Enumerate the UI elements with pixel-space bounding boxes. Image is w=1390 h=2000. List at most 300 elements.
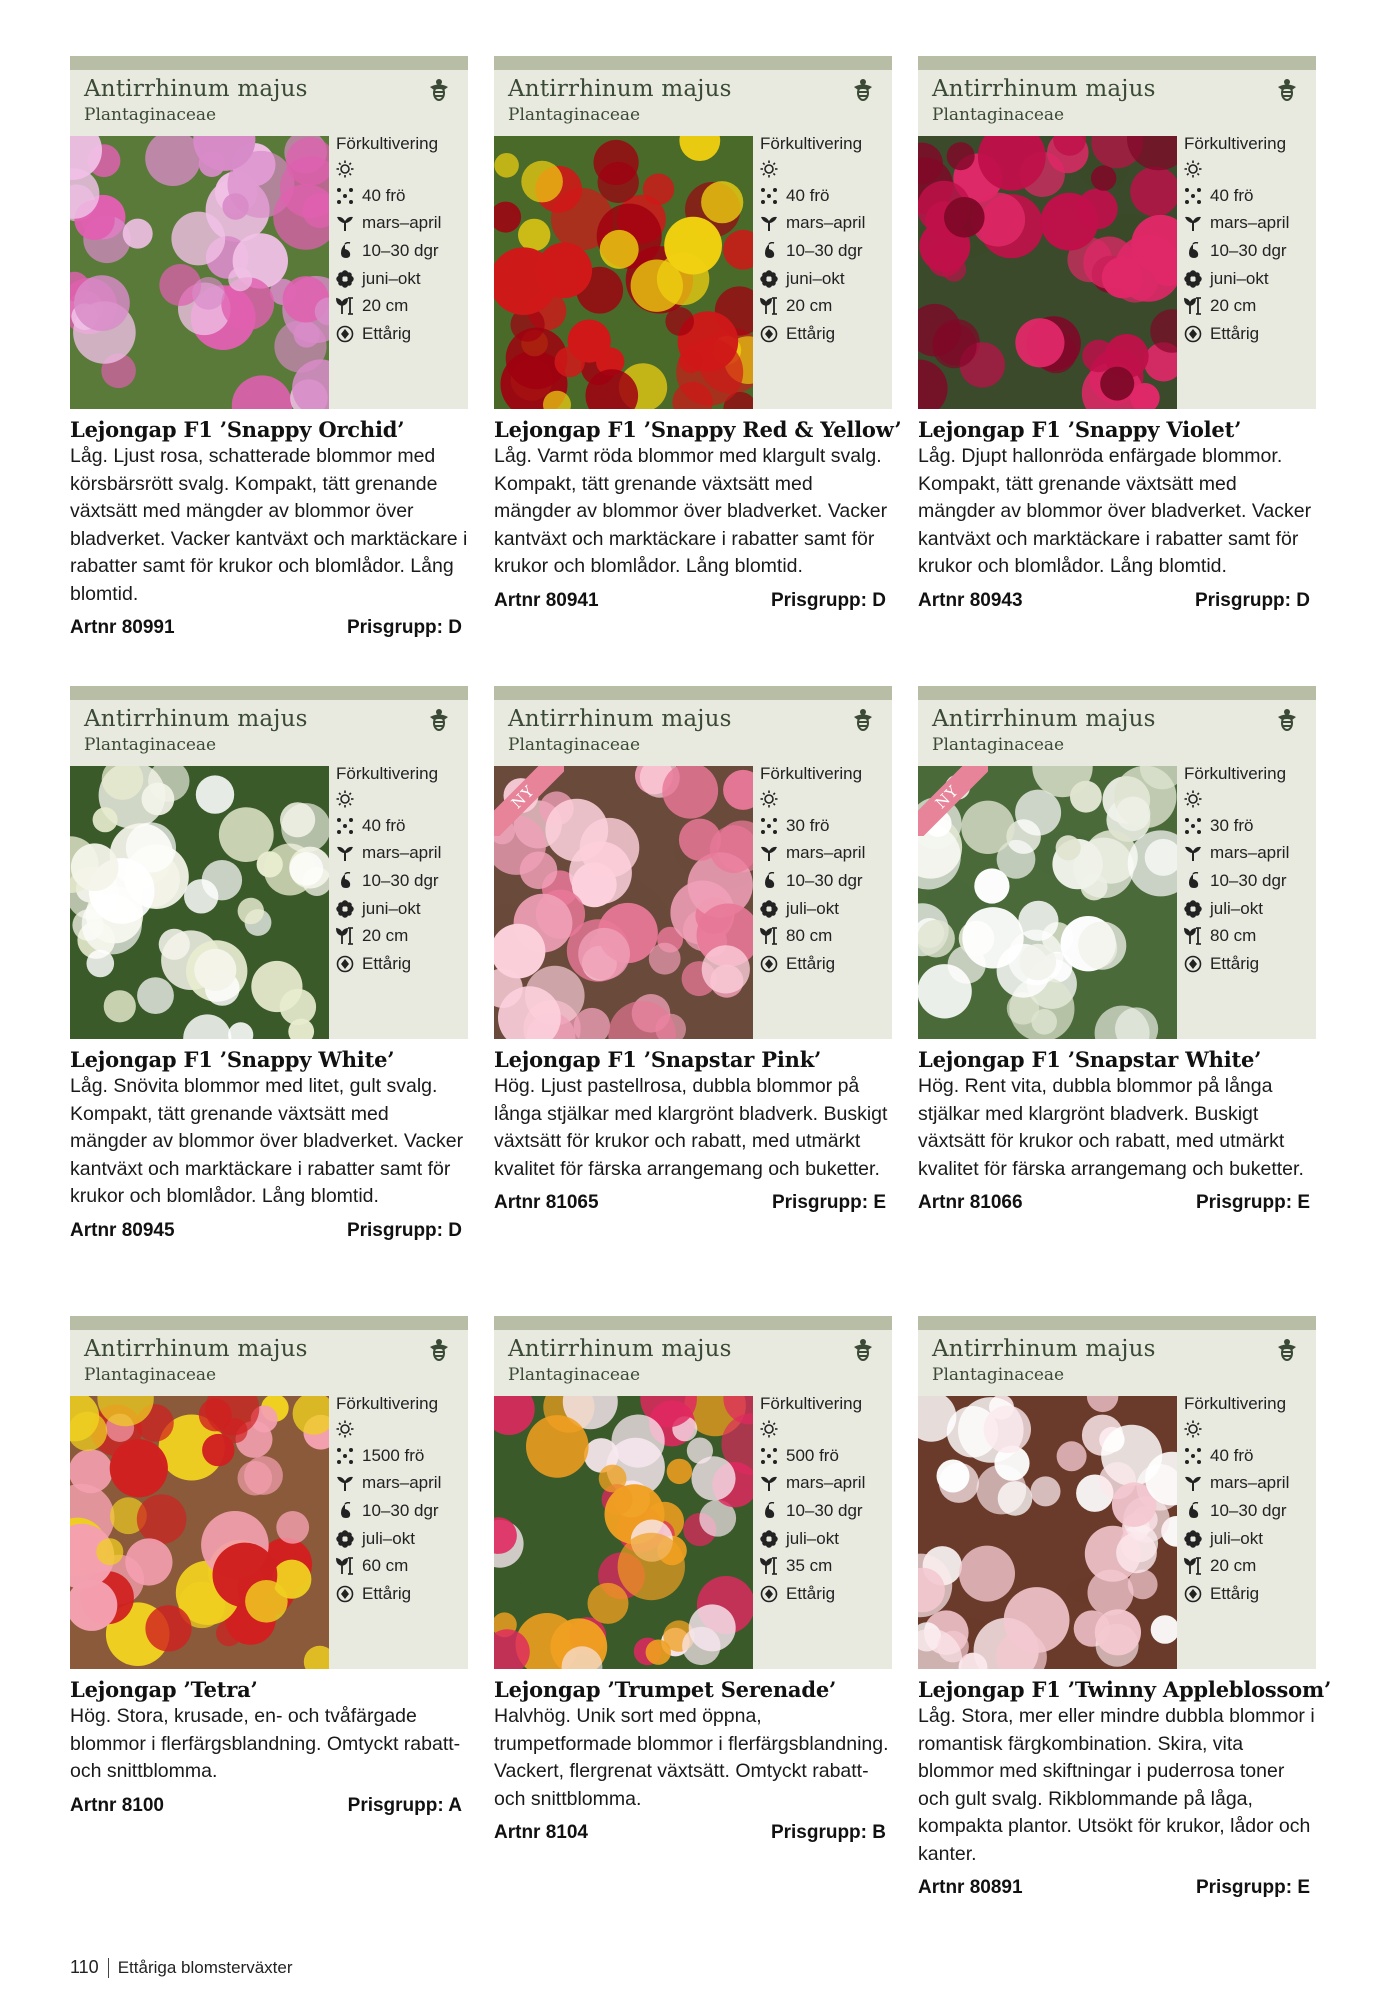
sun-icon (760, 1420, 778, 1438)
sowing-period: mars–april (786, 1473, 866, 1493)
plant-height: 80 cm (786, 926, 833, 946)
germination-time: 10–30 dgr (362, 1500, 439, 1520)
latin-name: Antirrhinum majus (932, 1336, 1156, 1362)
spec-seeds (760, 812, 890, 840)
plant-family: Plantaginaceae (932, 735, 1065, 755)
spec-sowing (760, 210, 890, 238)
product-title: Lejongap F1 ’Snapstar Pink’ (494, 1047, 822, 1072)
life-cycle: Ettårig (786, 323, 836, 343)
spec-germination (1184, 1497, 1314, 1525)
precultivation-label: Förkultivering (760, 764, 863, 783)
seeds-icon (760, 187, 778, 205)
plant-info-box (494, 56, 892, 409)
cultivation-specs (1184, 132, 1314, 348)
spec-lifecycle (1184, 1580, 1314, 1608)
seed-count: 40 frö (1210, 185, 1254, 205)
plant-height-icon (760, 1557, 778, 1575)
spec-germination (1184, 867, 1314, 895)
germination-icon (336, 242, 354, 260)
seeds-icon (760, 1447, 778, 1465)
cultivation-specs (336, 1392, 466, 1608)
latin-name: Antirrhinum majus (508, 706, 732, 732)
bee-icon (852, 1338, 874, 1362)
germination-icon (1184, 872, 1202, 890)
spec-sun (760, 1416, 890, 1442)
flower-icon (1184, 900, 1202, 918)
sowing-icon (760, 844, 778, 862)
sowing-icon (336, 214, 354, 232)
footer-divider (108, 1958, 109, 1978)
bloom-period: juli–okt (786, 1528, 839, 1548)
sun-icon (1184, 1420, 1202, 1438)
life-cycle: Ettårig (786, 953, 836, 973)
bloom-period: juni–okt (362, 268, 421, 288)
price-group: Prisgrupp: E (1195, 1192, 1310, 1213)
bee-icon (428, 1338, 450, 1362)
product-description: Låg. Ljust rosa, schatterade blommor med körsbärsrött svalg. Kompakt, tätt grenande växtsätt med mängder av blommor över bladverket. Vacker kantväxt och marktäckare i rabatter samt för krukor och blomlådor. Lång blomtid. (70, 445, 468, 605)
plant-height-icon (336, 297, 354, 315)
plant-photo (70, 766, 329, 1039)
bee-icon (852, 78, 874, 102)
spec-seeds (760, 182, 890, 210)
plant-height: 20 cm (362, 926, 409, 946)
spec-height (336, 292, 466, 320)
spec-lifecycle (336, 1580, 466, 1608)
card-top-bar (918, 1316, 1316, 1330)
sowing-period: mars–april (1210, 1473, 1290, 1493)
new-badge (918, 766, 988, 836)
plant-info-box (494, 1316, 892, 1669)
product-description: Hög. Stora, krusade, en- och tvåfärgade blommor i flerfärgsblandning. Omtyckt rabatt- och snittblomma. (70, 1705, 461, 1782)
plant-height-icon (1184, 1557, 1202, 1575)
article-number: Artnr 80891 (918, 1877, 1023, 1898)
bloom-period: juni–okt (1210, 268, 1269, 288)
product-description: Låg. Stora, mer eller mindre dubbla blommor i romantisk färgkombination. Skira, vita blommor med skiftningar i puderrosa toner och gult svalg. Rikblommande på låga, kompakta plantor. Utsökt för krukor, lådor och kanter. (918, 1705, 1315, 1865)
product-description: Hög. Rent vita, dubbla blommor på långa stjälkar med klargrönt bladverk. Buskigt växtsätt för krukor och rabatt, med utmärkt kvalitet för färska arrangemang och buketter. (918, 1075, 1304, 1180)
product-card (918, 56, 1316, 612)
spec-lifecycle (760, 950, 890, 978)
spec-bloom (336, 1525, 466, 1553)
plant-family: Plantaginaceae (84, 105, 217, 125)
cultivation-specs (336, 132, 466, 348)
product-card (494, 56, 902, 612)
card-top-bar (70, 1316, 468, 1330)
product-footer (70, 1795, 468, 1817)
page-number: 110 (70, 1957, 99, 1977)
germination-icon (1184, 242, 1202, 260)
flower-icon (1184, 1530, 1202, 1548)
plant-info-box (70, 56, 468, 409)
flower-illustration (70, 766, 329, 1039)
flower-icon (336, 270, 354, 288)
bee-icon (1276, 78, 1298, 102)
spec-sun (760, 786, 890, 812)
new-badge-label: NY (494, 766, 564, 836)
flower-icon (336, 900, 354, 918)
spec-seeds (336, 812, 466, 840)
germination-time: 10–30 dgr (1210, 240, 1287, 260)
product-card (70, 1316, 468, 1817)
latin-name: Antirrhinum majus (932, 706, 1156, 732)
annual-icon (1184, 955, 1202, 973)
plant-photo (494, 1396, 753, 1669)
seed-count: 500 frö (786, 1445, 839, 1465)
product-card (70, 686, 468, 1242)
product-footer (918, 1877, 1316, 1899)
precultivation-label: Förkultivering (760, 134, 863, 153)
spec-height (1184, 292, 1314, 320)
spec-bloom (760, 1525, 890, 1553)
product-title: Lejongap F1 ’Snappy Red & Yellow’ (494, 417, 902, 442)
article-number: Artnr 80941 (494, 589, 599, 611)
spec-seeds (336, 182, 466, 210)
spec-sowing (336, 210, 466, 238)
plant-photo (494, 136, 753, 409)
plant-family: Plantaginaceae (508, 1365, 641, 1385)
article-number: Artnr 80945 (70, 1219, 175, 1241)
price-group: Prisgrupp: D (770, 589, 886, 611)
spec-sowing (336, 840, 466, 868)
seed-count: 40 frö (362, 185, 406, 205)
annual-icon (760, 325, 778, 343)
plant-family: Plantaginaceae (508, 105, 641, 125)
plant-info-box (70, 686, 468, 1039)
spec-sowing (336, 1470, 466, 1498)
spec-sowing (1184, 1470, 1314, 1498)
spec-bloom (1184, 895, 1314, 923)
card-top-bar (494, 56, 892, 70)
spec-bloom (336, 265, 466, 293)
spec-germination (760, 867, 890, 895)
seeds-icon (336, 1447, 354, 1465)
sun-icon (1184, 790, 1202, 808)
price-group: Prisgrupp: B (770, 1822, 886, 1843)
spec-sun (760, 156, 890, 182)
annual-icon (336, 1585, 354, 1603)
sowing-period: mars–april (786, 213, 866, 233)
plant-info-box (70, 1316, 468, 1669)
annual-icon (336, 325, 354, 343)
product-title: Lejongap F1 ’Snappy Orchid’ (70, 417, 405, 442)
sun-icon (336, 790, 354, 808)
spec-sun (336, 786, 466, 812)
section-name: Ettåriga blomsterväxter (117, 1957, 293, 1977)
bloom-period: juni–okt (786, 268, 845, 288)
spec-lifecycle (1184, 950, 1314, 978)
seed-count: 40 frö (786, 185, 830, 205)
germination-time: 10–30 dgr (1210, 1500, 1287, 1520)
germination-icon (336, 872, 354, 890)
plant-photo (918, 1396, 1177, 1669)
spec-height (336, 922, 466, 950)
spec-height (760, 292, 890, 320)
spec-sowing (1184, 840, 1314, 868)
seed-count: 1500 frö (362, 1445, 425, 1465)
plant-info-box (918, 56, 1316, 409)
spec-germination (760, 1497, 890, 1525)
seed-count: 30 frö (786, 815, 830, 835)
sowing-period: mars–april (1210, 843, 1290, 863)
latin-name: Antirrhinum majus (508, 76, 732, 102)
spec-seeds (1184, 812, 1314, 840)
latin-name: Antirrhinum majus (84, 706, 308, 732)
latin-name: Antirrhinum majus (84, 1336, 308, 1362)
life-cycle: Ettårig (362, 323, 412, 343)
plant-info-box (494, 686, 892, 1039)
article-number: Artnr 80991 (70, 617, 175, 638)
germination-icon (760, 242, 778, 260)
spec-germination (1184, 237, 1314, 265)
plant-height-icon (1184, 297, 1202, 315)
annual-icon (760, 1585, 778, 1603)
product-description: Hög. Ljust pastellrosa, dubbla blommor på långa stjälkar med klargrönt bladverk. Buskigt växtsätt för krukor och rabatt, med utmärkt kvalitet för färska arrangemang och buketter. (494, 1075, 888, 1180)
germination-time: 10–30 dgr (786, 870, 863, 890)
flower-illustration (494, 1396, 753, 1669)
plant-photo (70, 136, 329, 409)
precultivation-label: Förkultivering (760, 1394, 863, 1413)
sowing-icon (760, 1474, 778, 1492)
product-footer (494, 590, 892, 612)
article-number: Artnr 81065 (494, 1192, 599, 1213)
card-top-bar (494, 1316, 892, 1330)
flower-illustration (70, 1396, 329, 1669)
price-group: Prisgrupp: D (346, 1219, 462, 1241)
card-top-bar (494, 686, 892, 700)
plant-photo (494, 766, 753, 1039)
bloom-period: juli–okt (362, 1528, 415, 1548)
spec-germination (336, 1497, 466, 1525)
latin-name: Antirrhinum majus (84, 76, 308, 102)
spec-sun (1184, 156, 1314, 182)
spec-lifecycle (760, 320, 890, 348)
sowing-icon (1184, 844, 1202, 862)
product-card (918, 686, 1316, 1214)
life-cycle: Ettårig (786, 1583, 836, 1603)
seeds-icon (1184, 187, 1202, 205)
product-title: Lejongap ’Tetra’ (70, 1677, 258, 1702)
spec-bloom (1184, 265, 1314, 293)
annual-icon (336, 955, 354, 973)
product-footer (918, 1192, 1316, 1214)
latin-name: Antirrhinum majus (932, 76, 1156, 102)
flower-icon (1184, 270, 1202, 288)
spec-sun (1184, 1416, 1314, 1442)
plant-photo (918, 136, 1177, 409)
germination-time: 10–30 dgr (1210, 870, 1287, 890)
price-group: Prisgrupp: A (347, 1794, 462, 1816)
sowing-icon (760, 214, 778, 232)
plant-height-icon (760, 927, 778, 945)
price-group: Prisgrupp: E (771, 1192, 886, 1213)
spec-sun (1184, 786, 1314, 812)
annual-icon (760, 955, 778, 973)
spec-sun (336, 156, 466, 182)
sowing-period: mars–april (362, 1473, 442, 1493)
product-description: Halvhög. Unik sort med öppna, trumpetformade blommor i flerfärgsblandning. Vackert, flergrenat växtsätt. Omtyckt rabatt- och snittblomma. (494, 1705, 889, 1810)
spec-bloom (1184, 1525, 1314, 1553)
plant-height: 80 cm (1210, 926, 1257, 946)
bloom-period: juli–okt (786, 898, 839, 918)
cultivation-specs (336, 762, 466, 978)
product-title: Lejongap F1 ’Snappy Violet’ (918, 417, 1242, 442)
spec-height (1184, 1552, 1314, 1580)
article-number: Artnr 81066 (918, 1192, 1023, 1213)
new-badge (494, 766, 564, 836)
seeds-icon (336, 187, 354, 205)
spec-bloom (760, 895, 890, 923)
flower-illustration (494, 136, 753, 409)
article-number: Artnr 8104 (494, 1822, 588, 1843)
sowing-period: mars–april (1210, 213, 1290, 233)
precultivation-label: Förkultivering (336, 764, 439, 783)
sun-icon (336, 1420, 354, 1438)
page-footer (70, 1957, 293, 1978)
cultivation-specs (760, 1392, 890, 1608)
sowing-period: mars–april (786, 843, 866, 863)
price-group: Prisgrupp: D (346, 617, 462, 638)
spec-germination (336, 867, 466, 895)
life-cycle: Ettårig (362, 1583, 412, 1603)
sun-icon (1184, 160, 1202, 178)
life-cycle: Ettårig (362, 953, 412, 973)
spec-lifecycle (760, 1580, 890, 1608)
product-title: Lejongap F1 ’Snappy White’ (70, 1047, 395, 1072)
spec-seeds (1184, 1442, 1314, 1470)
plant-height: 35 cm (786, 1556, 833, 1576)
price-group: Prisgrupp: D (1194, 589, 1310, 611)
bloom-period: juni–okt (362, 898, 421, 918)
product-description: Låg. Djupt hallonröda enfärgade blommor. Kompakt, tätt grenande växtsätt med mängder av blommor över bladverket. Vacker kantväxt och marktäckare i rabatter samt för krukor och blomlådor. Lång blomtid. (918, 445, 1312, 577)
plant-photo (70, 1396, 329, 1669)
bee-icon (852, 708, 874, 732)
flower-icon (760, 1530, 778, 1548)
spec-germination (336, 237, 466, 265)
germination-time: 10–30 dgr (362, 870, 439, 890)
spec-height (760, 1552, 890, 1580)
product-card (494, 686, 892, 1214)
germination-time: 10–30 dgr (786, 1500, 863, 1520)
plant-height: 20 cm (1210, 1556, 1257, 1576)
cultivation-specs (760, 132, 890, 348)
price-group: Prisgrupp: E (1195, 1877, 1310, 1898)
plant-family: Plantaginaceae (84, 735, 217, 755)
germination-time: 10–30 dgr (786, 240, 863, 260)
sowing-icon (336, 844, 354, 862)
sun-icon (760, 790, 778, 808)
life-cycle: Ettårig (1210, 953, 1260, 973)
product-footer (70, 1220, 468, 1242)
seeds-icon (336, 817, 354, 835)
product-description: Låg. Varmt röda blommor med klargult svalg. Kompakt, tätt grenande växtsätt med mängder av blommor över bladverket. Vacker kantväxt och marktäckare i rabatter samt för krukor och blomlådor. Lång blomtid. (494, 445, 888, 577)
seeds-icon (1184, 817, 1202, 835)
seed-count: 30 frö (1210, 815, 1254, 835)
product-footer (494, 1822, 892, 1844)
sowing-icon (1184, 1474, 1202, 1492)
product-title: Lejongap F1 ’Snapstar White’ (918, 1047, 1262, 1072)
product-title: Lejongap F1 ’Twinny Appleblossom’ (918, 1677, 1332, 1702)
precultivation-label: Förkultivering (1184, 1394, 1287, 1413)
product-footer (918, 590, 1316, 612)
flower-illustration (918, 1396, 1177, 1669)
germination-icon (1184, 1502, 1202, 1520)
cultivation-specs (1184, 762, 1314, 978)
cultivation-specs (1184, 1392, 1314, 1608)
spec-height (336, 1552, 466, 1580)
plant-height-icon (1184, 927, 1202, 945)
life-cycle: Ettårig (1210, 323, 1260, 343)
germination-time: 10–30 dgr (362, 240, 439, 260)
sowing-period: mars–april (362, 843, 442, 863)
card-top-bar (918, 56, 1316, 70)
spec-germination (760, 237, 890, 265)
bloom-period: juli–okt (1210, 898, 1263, 918)
spec-sowing (760, 840, 890, 868)
plant-height: 20 cm (1210, 296, 1257, 316)
bee-icon (1276, 1338, 1298, 1362)
flower-illustration (70, 136, 329, 409)
precultivation-label: Förkultivering (336, 1394, 439, 1413)
spec-sowing (760, 1470, 890, 1498)
spec-height (1184, 922, 1314, 950)
plant-family: Plantaginaceae (932, 1365, 1065, 1385)
plant-photo (918, 766, 1177, 1039)
bloom-period: juli–okt (1210, 1528, 1263, 1548)
precultivation-label: Förkultivering (1184, 134, 1287, 153)
spec-bloom (336, 895, 466, 923)
flower-illustration (918, 136, 1177, 409)
germination-icon (336, 1502, 354, 1520)
seeds-icon (760, 817, 778, 835)
cultivation-specs (760, 762, 890, 978)
sowing-period: mars–april (362, 213, 442, 233)
sun-icon (336, 160, 354, 178)
product-card (494, 1316, 892, 1844)
spec-sun (336, 1416, 466, 1442)
sowing-icon (1184, 214, 1202, 232)
life-cycle: Ettårig (1210, 1583, 1260, 1603)
spec-lifecycle (336, 950, 466, 978)
product-card (918, 1316, 1332, 1899)
spec-lifecycle (336, 320, 466, 348)
flower-icon (760, 900, 778, 918)
seed-count: 40 frö (362, 815, 406, 835)
annual-icon (1184, 325, 1202, 343)
seed-count: 40 frö (1210, 1445, 1254, 1465)
plant-height-icon (760, 297, 778, 315)
plant-family: Plantaginaceae (84, 1365, 217, 1385)
germination-icon (760, 872, 778, 890)
seeds-icon (1184, 1447, 1202, 1465)
plant-height: 20 cm (786, 296, 833, 316)
spec-seeds (1184, 182, 1314, 210)
plant-family: Plantaginaceae (932, 105, 1065, 125)
spec-seeds (336, 1442, 466, 1470)
plant-height: 20 cm (362, 296, 409, 316)
product-description: Låg. Snövita blommor med litet, gult svalg. Kompakt, tätt grenande växtsätt med mängder av blommor över bladverket. Vacker kantväxt och marktäckare i rabatter samt för krukor och blomlådor. Lång blomtid. (70, 1075, 464, 1207)
bee-icon (1276, 708, 1298, 732)
article-number: Artnr 8100 (70, 1794, 164, 1816)
new-badge-label: NY (918, 766, 988, 836)
card-top-bar (70, 56, 468, 70)
plant-info-box (918, 686, 1316, 1039)
spec-seeds (760, 1442, 890, 1470)
spec-lifecycle (1184, 320, 1314, 348)
product-footer (70, 617, 468, 639)
plant-info-box (918, 1316, 1316, 1669)
precultivation-label: Förkultivering (1184, 764, 1287, 783)
plant-height: 60 cm (362, 1556, 409, 1576)
precultivation-label: Förkultivering (336, 134, 439, 153)
